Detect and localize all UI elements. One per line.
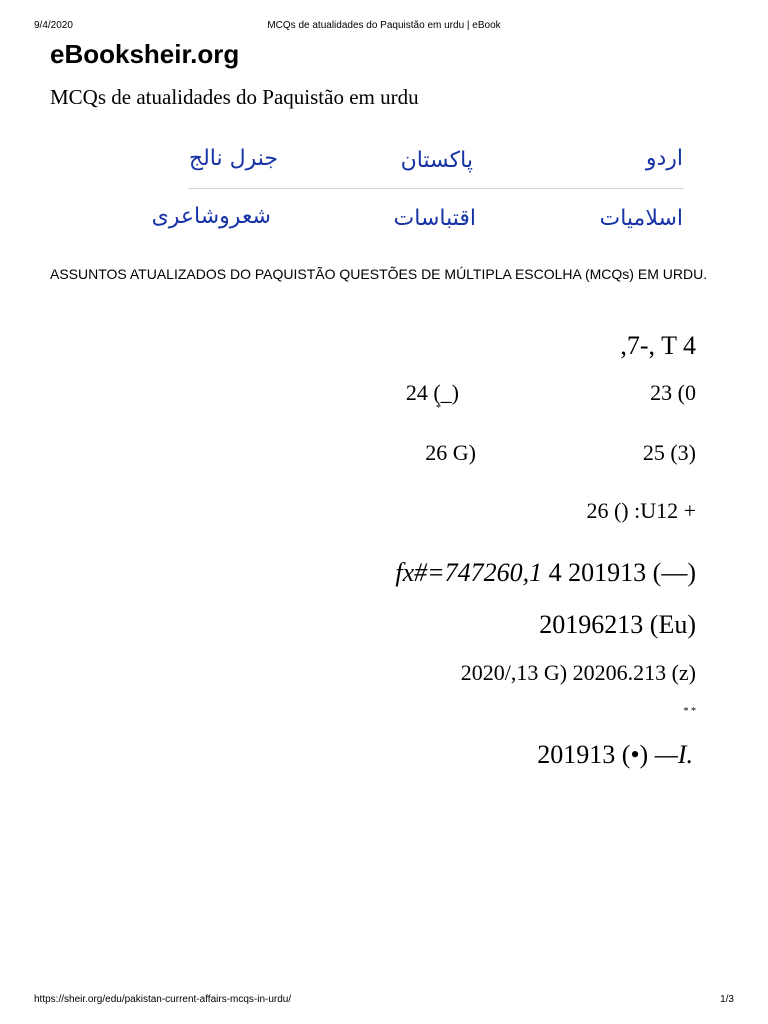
nav-item-general-knowledge[interactable]: جنرل نالج <box>188 146 278 171</box>
question-2-text: 4 201913 (—) <box>542 558 696 587</box>
article-description: ASSUNTOS ATUALIZADOS DO PAQUISTÃO QUESTÕES DE MÚLTIPLA ESCOLHA (MCQs) EM URDU. <box>50 266 708 282</box>
q2-answer <box>537 739 693 771</box>
page-subtitle: MCQs de atualidades do Paquistão em urdu <box>50 85 419 109</box>
nav-item-pakistan[interactable]: پاکستان <box>400 148 473 173</box>
q2-answer-italic: —I. <box>654 740 693 769</box>
print-date: 9/4/2020 <box>34 20 73 31</box>
nav-item-poetry[interactable]: شعروشاعری <box>151 204 271 229</box>
q2-answer-text: 201913 (•) <box>537 740 655 769</box>
q2-option-marker: * * <box>683 706 696 717</box>
q2-option-b: 2020/,13 G) 20206.213 (z) <box>460 660 696 685</box>
q1-answer: 26 () :U12 + <box>586 498 696 523</box>
nav-item-quotes[interactable]: اقتباسات <box>393 206 476 231</box>
q1-option-c: 26 G) <box>425 440 476 465</box>
q1-option-a: 24 (_) <box>405 380 459 405</box>
footer-url: https://sheir.org/edu/pakistan-current-affairs-mcqs-in-urdu/ <box>34 994 292 1005</box>
question-2 <box>395 557 696 589</box>
q1-option-marker: * <box>436 403 441 414</box>
q2-option-a: 20196213 (Eu) <box>539 610 696 639</box>
nav-item-urdu[interactable]: اردو <box>645 146 683 171</box>
site-name-link[interactable]: eBooksheir.org <box>50 39 240 69</box>
nav-divider <box>188 188 684 189</box>
q1-option-d: 25 (3) <box>642 440 696 465</box>
question-2-italic: fx#=747260,1 <box>395 558 543 587</box>
print-title: MCQs de atualidades do Paquistão em urdu | eBook <box>267 20 501 31</box>
nav-item-islamiyat[interactable]: اسلامیات <box>599 206 683 231</box>
question-1: ,7-, T 4 <box>620 331 696 360</box>
page-number: 1/3 <box>720 994 734 1005</box>
q1-option-b: 23 (0 <box>650 380 696 405</box>
